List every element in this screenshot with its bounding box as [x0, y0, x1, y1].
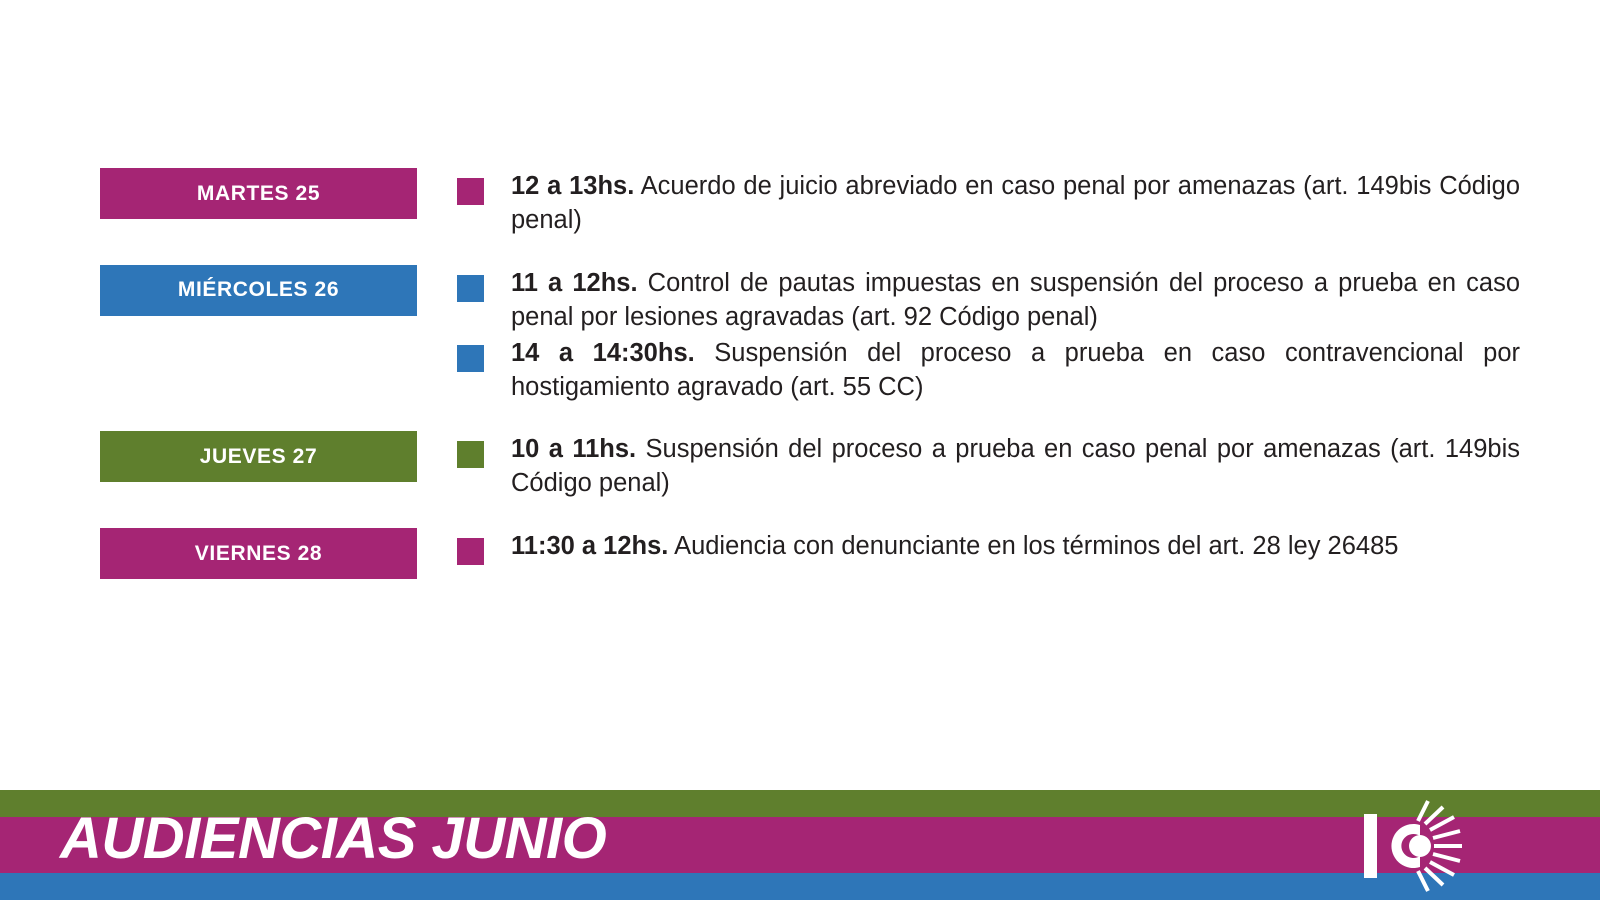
entry-time: 10 a 11hs.	[511, 435, 637, 464]
day-chip-column	[100, 528, 457, 579]
footer-band-blue	[0, 873, 1600, 900]
day-entries	[457, 265, 1520, 405]
entry-time: 11 a 12hs.	[511, 268, 638, 297]
day-chip-label: VIERNES 28	[194, 541, 323, 565]
schedule-day-row	[100, 528, 1520, 579]
day-chip-miercoles-26	[100, 265, 417, 316]
day-entries	[457, 168, 1520, 238]
bullet-square-icon	[457, 275, 484, 302]
footer-banner	[0, 790, 1600, 900]
day-chip-label: MIÉRCOLES 26	[177, 278, 340, 302]
bullet-square-icon	[457, 441, 484, 468]
entry-time: 14 a 14:30hs.	[511, 338, 695, 367]
entry-description: Control de pautas impuestas en suspensión del proceso a prueba en caso penal por lesiones agravadas (art. 92 Código penal)	[511, 268, 1521, 331]
schedule-day-row	[100, 168, 1520, 238]
entry-text	[511, 267, 1520, 335]
schedule-rows	[100, 168, 1520, 579]
entry-text	[511, 170, 1520, 238]
entry-time: 12 a 13hs.	[511, 172, 635, 200]
bullet-square-icon	[457, 538, 484, 565]
schedule-entry	[457, 433, 1520, 501]
entry-description: Audiencia con denunciante en los términos del art. 28 ley 26485	[674, 532, 1399, 561]
day-chip-label: JUEVES 27	[199, 444, 318, 468]
schedule-entry	[457, 530, 1520, 565]
day-chip-martes-25	[100, 168, 417, 219]
entry-description: Suspensión del proceso a prueba en caso penal por amenazas (art. 149bis Código penal)	[511, 435, 1520, 498]
entry-description: Suspensión del proceso a prueba en caso contravencional por hostigamiento agravado (art. 55 CC)	[511, 338, 1520, 401]
entry-text	[511, 530, 1520, 564]
logo-10-sunburst	[1362, 800, 1492, 892]
footer-title: AUDIENCIAS JUNIO	[60, 806, 607, 871]
day-entries	[457, 431, 1520, 501]
day-entries	[457, 528, 1520, 565]
schedule-day-row	[100, 265, 1520, 405]
day-chip-viernes-28	[100, 528, 417, 579]
day-chip-label: MARTES 25	[196, 181, 321, 205]
schedule-entry	[457, 170, 1520, 238]
entry-time: 11:30 a 12hs.	[511, 532, 669, 561]
day-chip-jueves-27	[100, 431, 417, 482]
bullet-square-icon	[457, 345, 484, 372]
entry-text	[511, 337, 1520, 405]
entry-description: Acuerdo de juicio abreviado en caso penal por amenazas (art. 149bis Código penal)	[511, 172, 1521, 234]
bullet-square-icon	[457, 178, 484, 205]
schedule-entry	[457, 267, 1520, 335]
schedule-entry	[457, 337, 1520, 405]
day-chip-column	[100, 265, 457, 316]
entry-text	[511, 433, 1520, 501]
schedule-day-row	[100, 431, 1520, 501]
day-chip-column	[100, 431, 457, 482]
day-chip-column	[100, 168, 457, 219]
